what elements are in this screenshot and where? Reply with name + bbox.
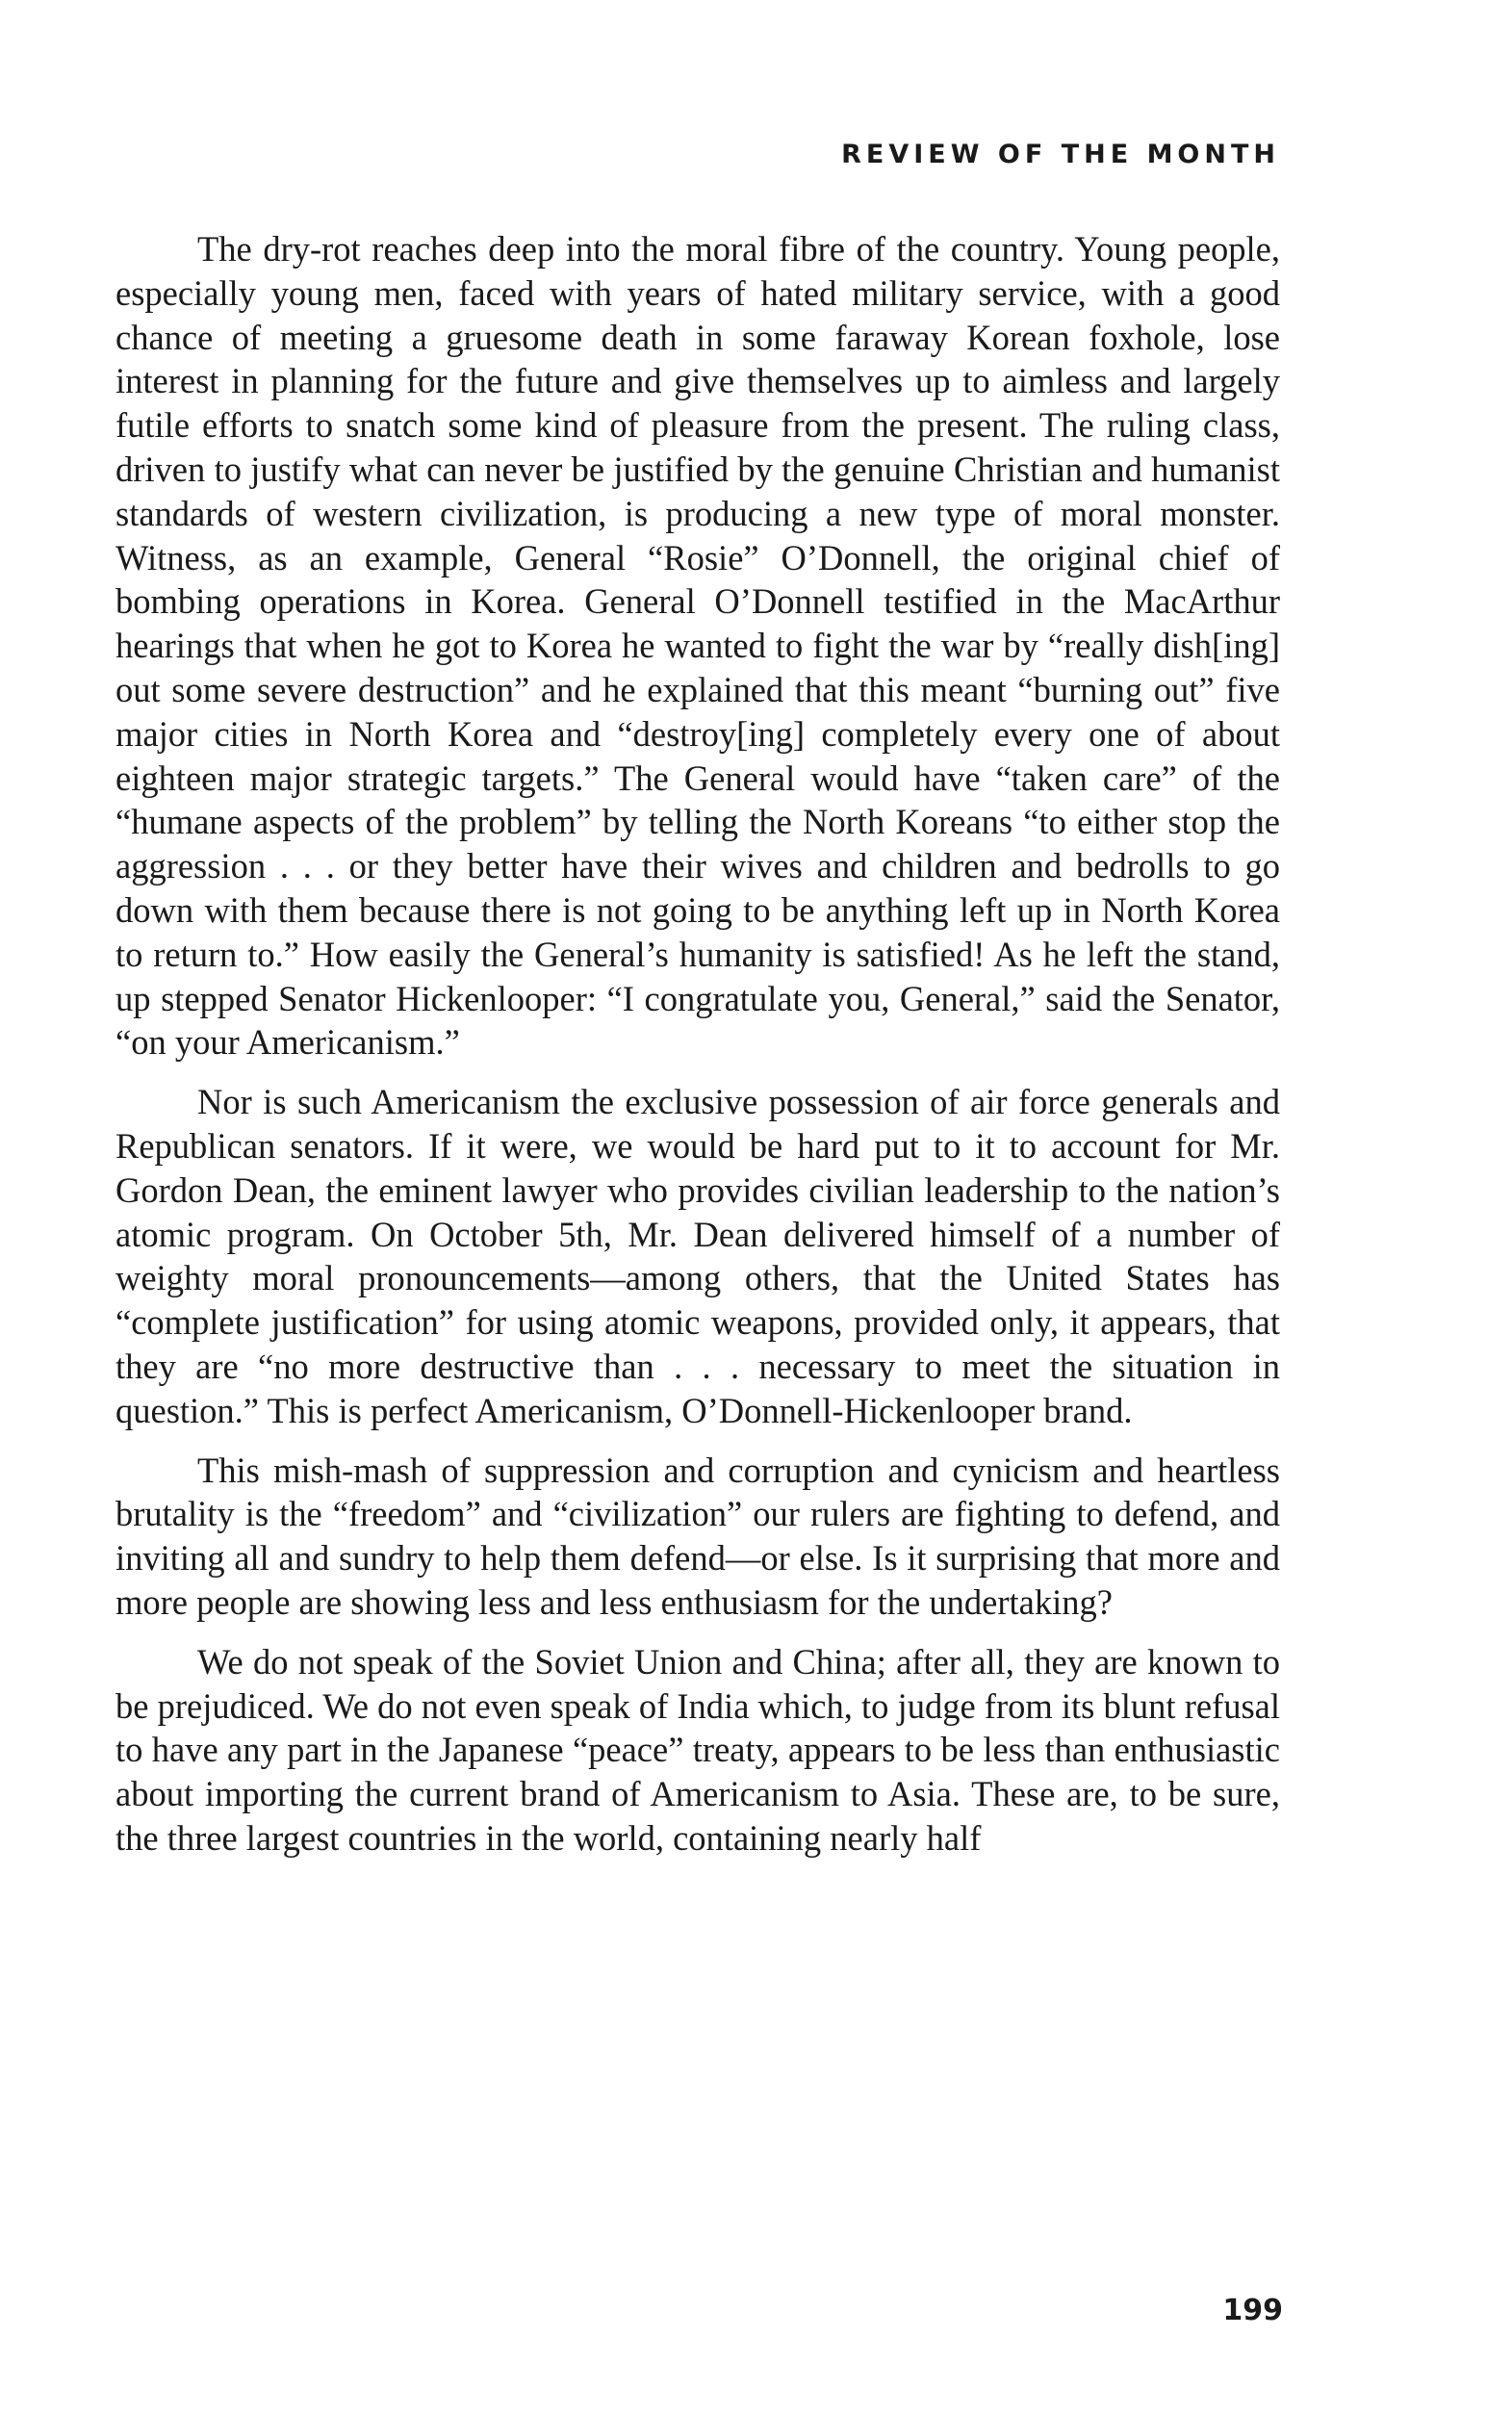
paragraph: The dry-rot reaches deep into the moral fibre of the country. Young people, especially young men, faced with years of hated military service, with a good chance of meeting a gruesome death in some faraway Korean foxhole, lose interest in planning for the future and give themselves up to aimless and largely futile efforts to snatch some kind of pleasure from the present. The ruling class, driven to justify what can never be justified by the genuine Christian and humanist standards of western civilization, is producing a new type of moral monster. Witness, as an example, General “Rosie” O’Donnell, the original chief of bombing operations in Korea. General O’Donnell testified in the MacArthur hearings that when he got to Korea he wanted to fight the war by “really dish[ing] out some severe destruction” and he explained that this meant “burning out” five major cities in North Korea and “destroy[ing] completely every one of about eighteen major strategic targets.” The General would have “taken care” of the “humane aspects of the problem” by telling the North Koreans “to either stop the aggression . . . or they better have their wives and children and bedrolls to go down with them because there is not going to be anything left up in North Korea to return to.” How easily the General’s humanity is satisfied! As he left the stand, up stepped Senator Hickenlooper: “I congratulate you, General,” said the Senator, “on your Americanism.” [115,229,1280,1063]
running-head: REVIEW OF THE MONTH [841,140,1280,169]
paragraph: Nor is such Americanism the exclusive possession of air force generals and Republican senators. If it were, we would be hard put to it to account for Mr. Gordon Dean, the eminent lawyer who provides civilian leadership to the nation’s atomic program. On October 5th, Mr. Dean delivered himself of a number of weighty moral pronouncements—among others, that the United States has “complete justification” for using atomic weapons, provided only, it appears, that they are “no more destructive than . . . necessary to meet the situation in question.” This is perfect Americanism, O’Donnell-Hickenlooper brand. [115,1082,1280,1430]
paragraph: We do not speak of the Soviet Union and China; after all, they are known to be prejudiced. We do not even speak of India which, to judge from its blunt refusal to have any part in the Japanese “peace” treaty, appears to be less than enthusiastic about importing the current brand of Americanism to Asia. These are, to be sure, the three largest countries in the world, containing nearly half [115,1641,1280,1858]
paragraph: This mish-mash of suppression and corruption and cynicism and heartless brutality is the “freedom” and “civilization” our rulers are fighting to defend, and inviting all and sundry to help them defend—or else. Is it surprising that more and more people are showing less and less enthusiasm for the undertaking? [115,1450,1280,1622]
page-number: 199 [1222,2294,1283,2327]
article-body [115,227,1280,1876]
